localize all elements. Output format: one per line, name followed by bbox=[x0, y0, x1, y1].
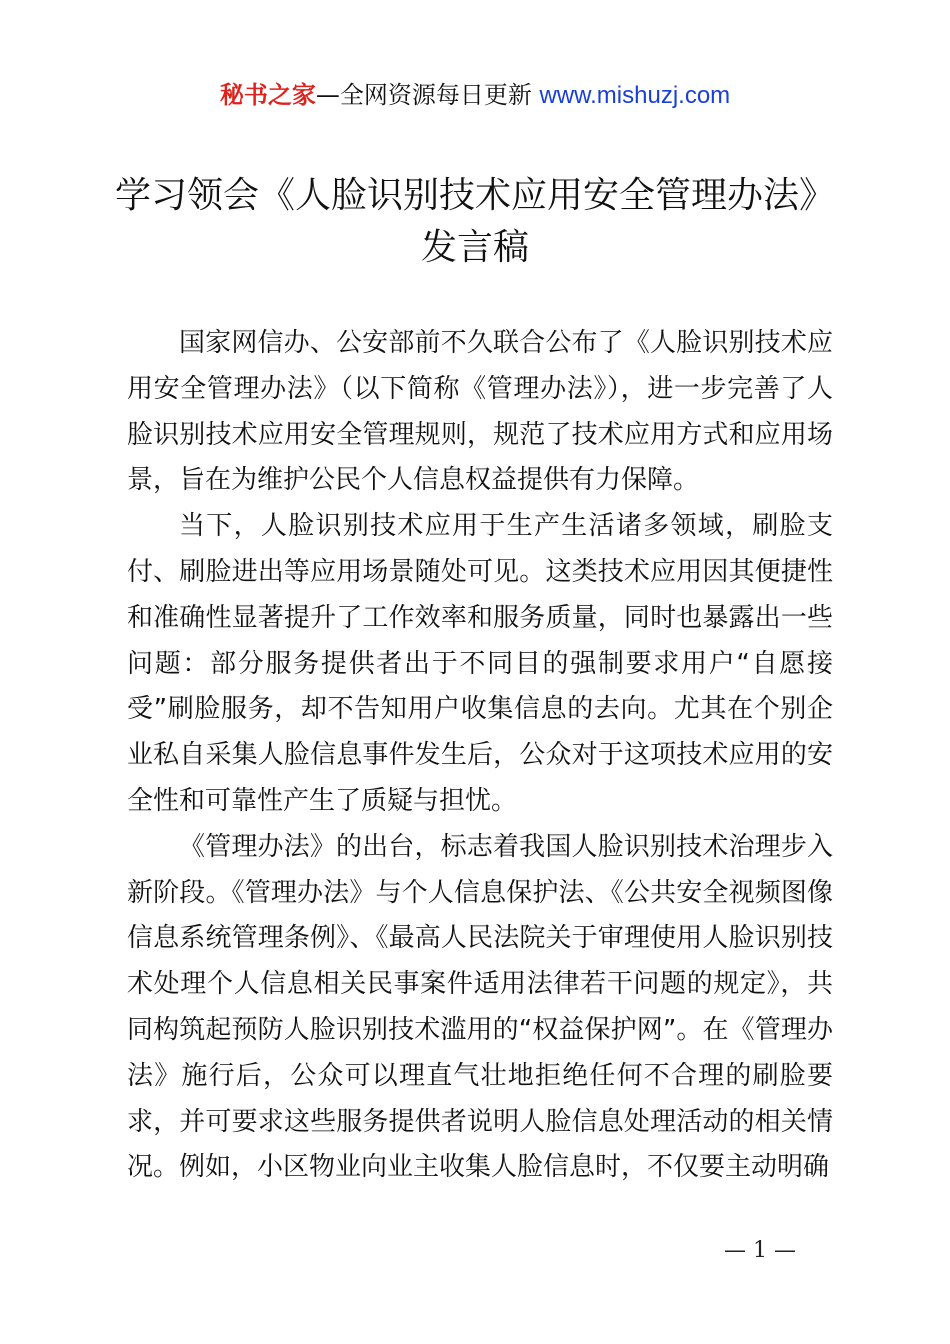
paragraph-1: 国家网信办、公安部前不久联合公布了《人脸识别技术应用安全管理办法》（以下简称《管理办法》），进一步完善了人脸识别技术应用安全管理规则，规范了技术应用方式和应用场景，旨在为维护公民个人信息权益提供有力保障。 bbox=[127, 328, 833, 496]
title-line-2: 发言稿 bbox=[420, 227, 529, 268]
site-header bbox=[0, 78, 950, 113]
page-number: — 1 — bbox=[724, 1238, 796, 1263]
title-line-1: 学习领会《人脸识别技术应用安全管理办法》 bbox=[114, 175, 835, 216]
document-body bbox=[127, 321, 833, 1191]
site-url-link[interactable]: www.mishuzj.com bbox=[539, 82, 731, 109]
paragraph-2: 当下，人脸识别技术应用于生产生活诸多领域，刷脸支付、刷脸进出等应用场景随处可见。这类技术应用因其便捷性和准确性显著提升了工作效率和服务质量，同时也暴露出一些问题：部分服务提供者出于不同目的强制要求用户“自愿接受”刷脸服务，却不告知用户收集信息的去向。尤其在个别企业私自采集人脸信息事件发生后，公众对于这项技术应用的安全性和可靠性产生了质疑与担忧。 bbox=[127, 511, 833, 816]
paragraph-3: 《管理办法》的出台，标志着我国人脸识别技术治理步入新阶段。《管理办法》与个人信息保护法、《公共安全视频图像信息系统管理条例》、《最高人民法院关于审理使用人脸识别技术处理个人信息相关民事案件适用法律若干问题的规定》，共同构筑起预防人脸识别技术滥用的“权益保护网”。在《管理办法》施行后，公众可以理直气壮地拒绝任何不合理的刷脸要求，并可要求这些服务提供者说明人脸信息处理活动的相关情况。例如，小区物业向业主收集人脸信息时，不仅要主动明确 bbox=[127, 831, 833, 1183]
document-title bbox=[110, 170, 840, 274]
brand-name: 秘书之家 bbox=[219, 81, 316, 109]
header-tagline: —全网资源每日更新 bbox=[315, 81, 532, 109]
